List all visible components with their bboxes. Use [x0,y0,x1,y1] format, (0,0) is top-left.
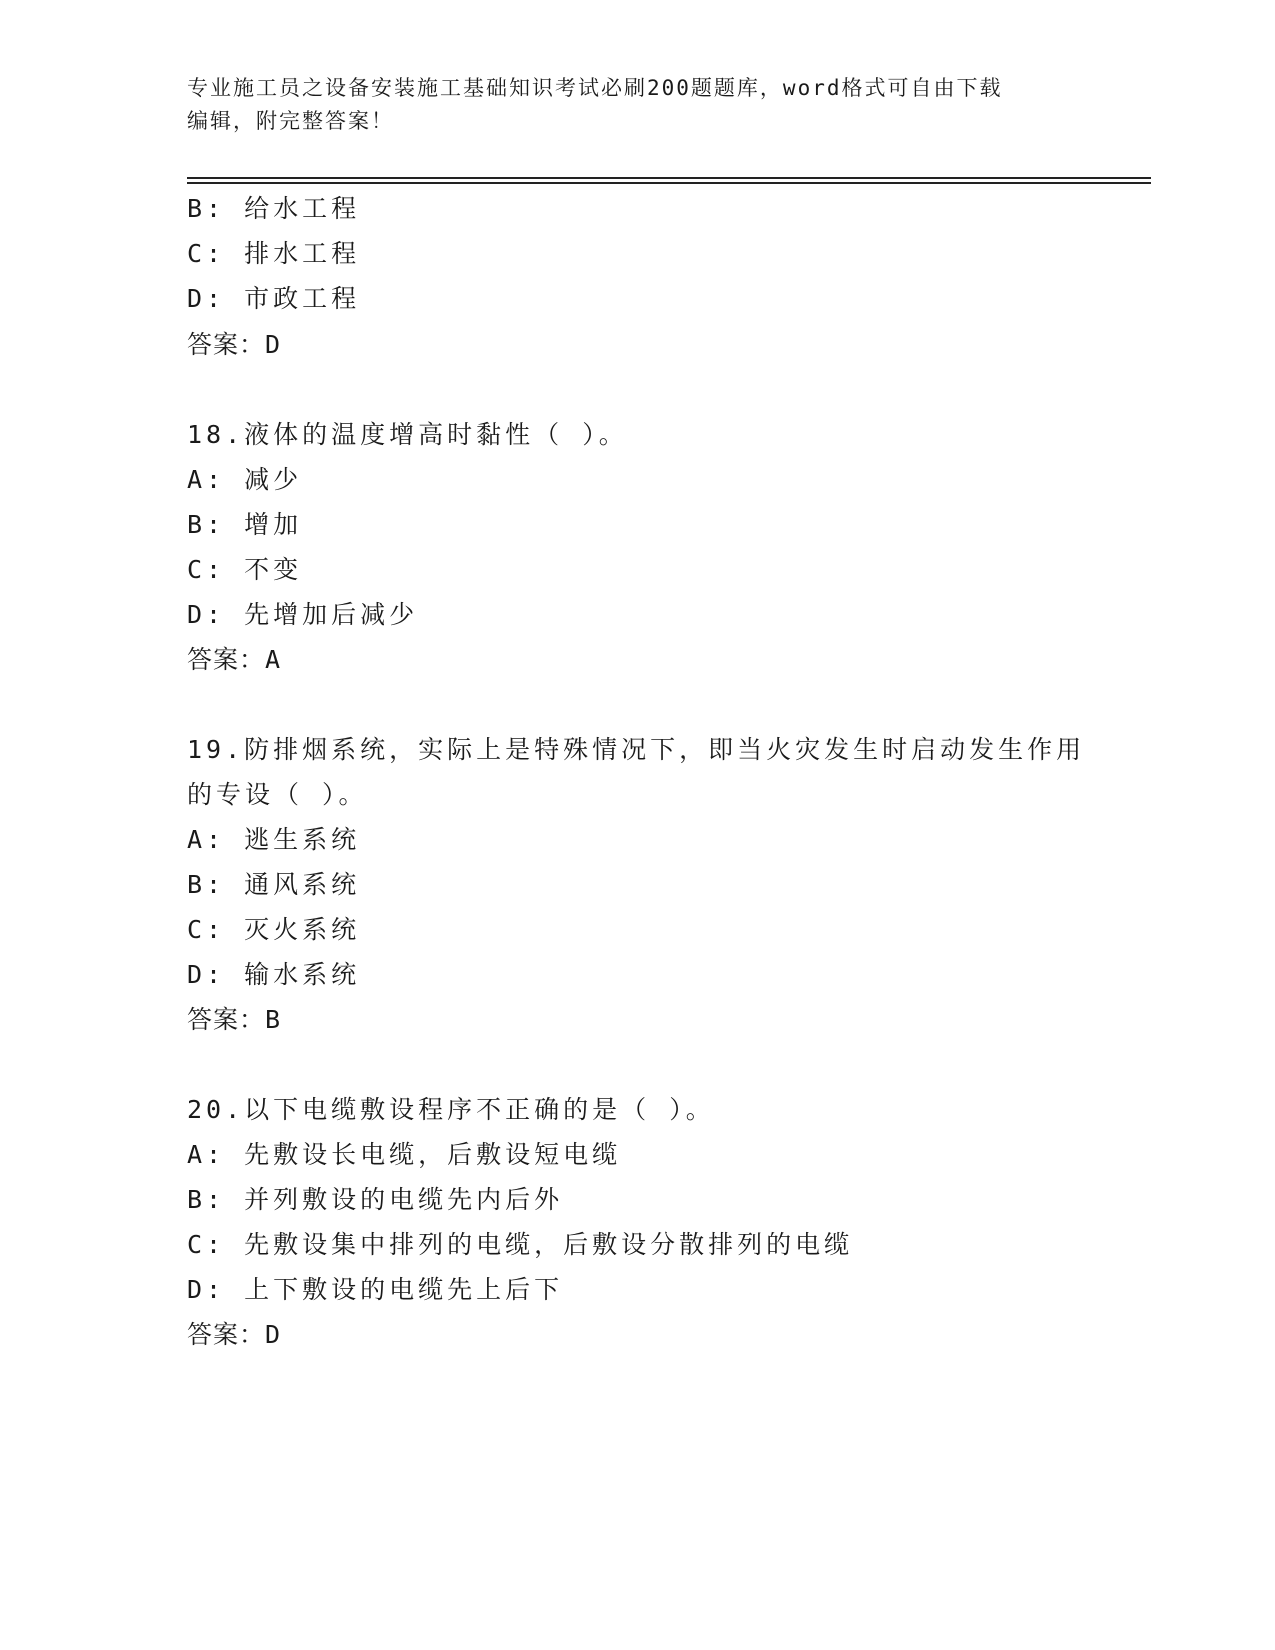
q18-answer: 答案：A [187,645,282,674]
q17-option-c: C: 排水工程 [187,239,361,268]
q17-answer: 答案：D [187,330,282,359]
q18-option-a: A: 减少 [187,465,303,494]
q18-option-c: C: 不变 [187,555,303,584]
q20-option-a: A: 先敷设长电缆，后敷设短电缆 [187,1140,622,1169]
q20-option-b: B: 并列敷设的电缆先内后外 [187,1185,564,1214]
q17-option-b: B: 给水工程 [187,194,361,223]
q19-option-b: B: 通风系统 [187,870,361,899]
header-title-line-2: 编辑，附完整答案！ [187,109,394,133]
q19-answer: 答案：B [187,1005,282,1034]
q18-option-d: D: 先增加后减少 [187,600,419,629]
q18-option-b: B: 增加 [187,510,303,539]
q19-question-line-1: 19.防排烟系统，实际上是特殊情况下，即当火灾发生时启动发生作用 [187,735,1086,764]
q20-option-c: C: 先敷设集中排列的电缆，后敷设分散排列的电缆 [187,1230,854,1259]
q20-answer: 答案：D [187,1320,282,1349]
header-title-line-1: 专业施工员之设备安装施工基础知识考试必刷200题题库，word格式可自由下载 [187,76,1003,100]
header-divider-top [187,177,1151,179]
q19-option-c: C: 灭火系统 [187,915,361,944]
q20-option-d: D: 上下敷设的电缆先上后下 [187,1275,564,1304]
header-divider-bottom [187,182,1151,184]
document-header [187,72,1067,138]
q19-question-line-2: 的专设（ ）。 [187,780,368,809]
q19-option-a: A: 逃生系统 [187,825,361,854]
q17-option-d: D: 市政工程 [187,284,361,313]
q19-option-d: D: 输水系统 [187,960,361,989]
q20-question: 20.以下电缆敷设程序不正确的是（ ）。 [187,1095,715,1124]
q18-question: 18.液体的温度增高时黏性（ ）。 [187,420,628,449]
